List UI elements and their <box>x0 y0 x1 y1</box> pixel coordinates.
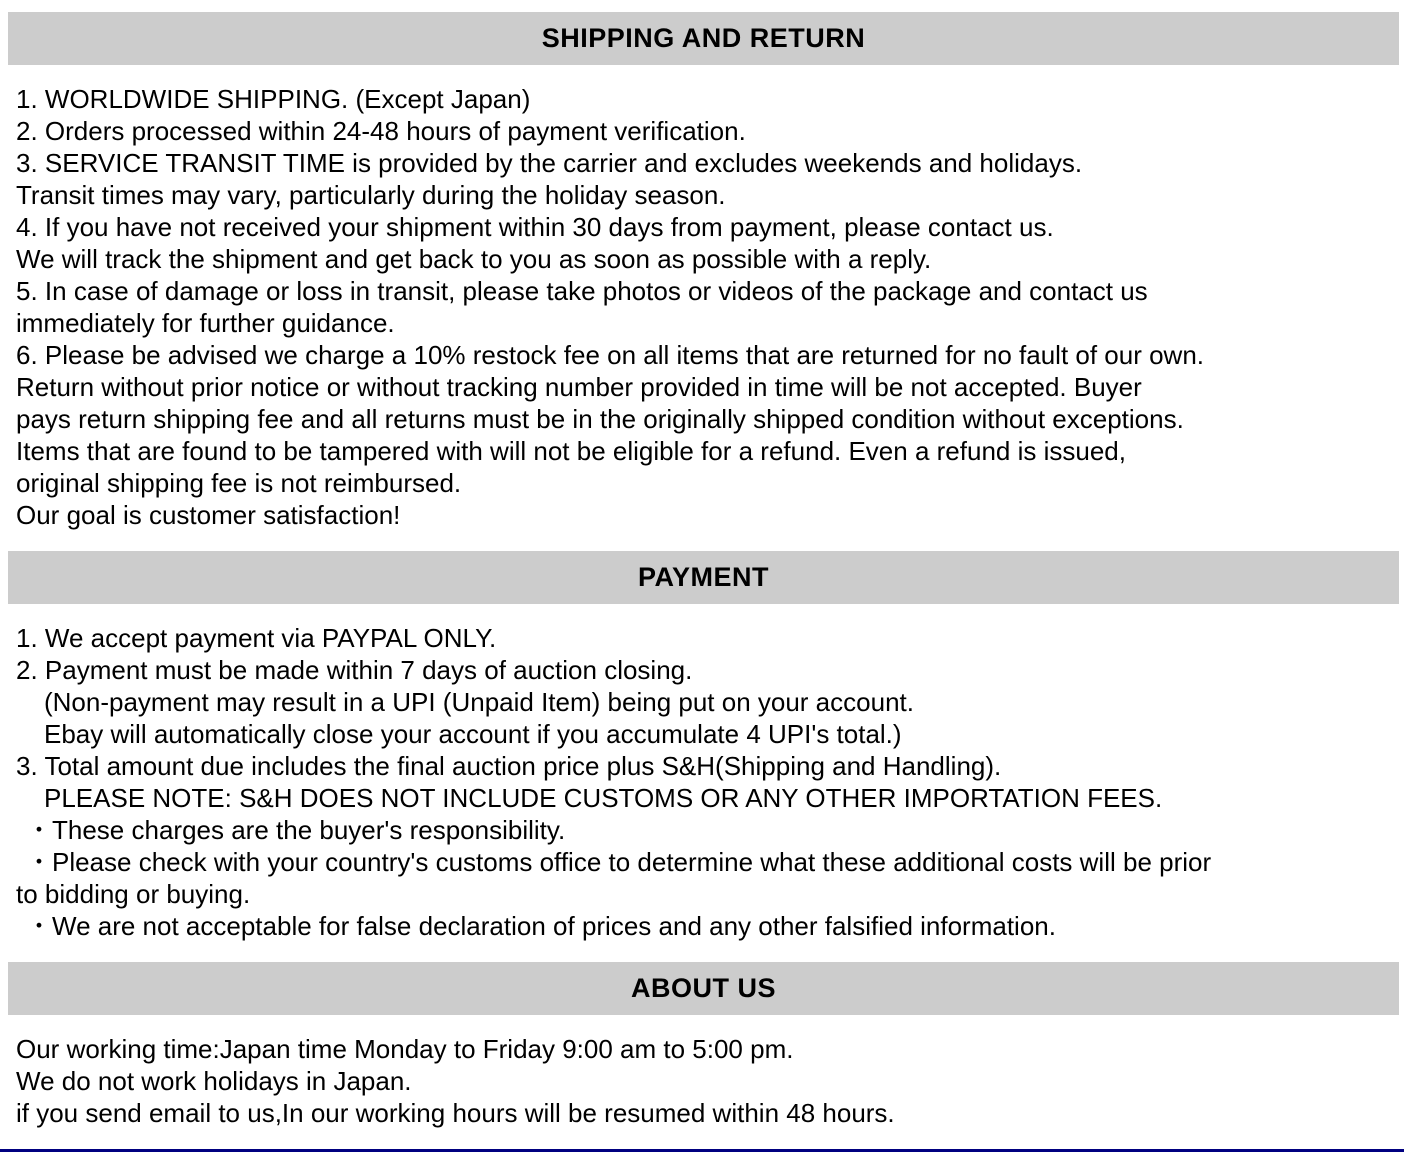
text-line: if you send email to us,In our working hours will be resumed within 48 hours. <box>16 1098 895 1128</box>
text-line: original shipping fee is not reimbursed. <box>16 468 462 498</box>
section-title-payment: PAYMENT <box>8 551 1399 604</box>
text-line: immediately for further guidance. <box>16 308 395 338</box>
text-line: to bidding or buying. <box>16 879 251 909</box>
text-line: (Non-payment may result in a UPI (Unpaid Item) being put on your account. <box>44 687 914 717</box>
text-line: Ebay will automatically close your account if you accumulate 4 UPI's total.) <box>44 719 902 749</box>
text-line: PLEASE NOTE: S&H DOES NOT INCLUDE CUSTOMS OR ANY OTHER IMPORTATION FEES. <box>44 783 1163 813</box>
text-line: 3. SERVICE TRANSIT TIME is provided by the carrier and excludes weekends and holidays. <box>16 148 1083 178</box>
section-body-payment <box>0 604 1404 962</box>
bullet-line: ・Please check with your country's customs office to determine what these additional costs will be prior <box>26 847 1212 877</box>
section-shipping-and-return <box>0 12 1404 551</box>
text-line: We do not work holidays in Japan. <box>16 1066 412 1096</box>
text-line: Transit times may vary, particularly during the holiday season. <box>16 180 726 210</box>
text-line: 6. Please be advised we charge a 10% restock fee on all items that are returned for no fault of our own. <box>16 340 1205 370</box>
section-body-shipping-and-return <box>0 65 1404 551</box>
text-line: Return without prior notice or without tracking number provided in time will be not accepted. Buyer <box>16 372 1142 402</box>
bullet-line: ・We are not acceptable for false declaration of prices and any other falsified information. <box>26 911 1056 941</box>
section-about-us <box>0 962 1404 1149</box>
text-line: 1. WORLDWIDE SHIPPING. (Except Japan) <box>16 84 531 114</box>
text-line: 1. We accept payment via PAYPAL ONLY. <box>16 623 497 653</box>
text-line: Items that are found to be tampered with will not be eligible for a refund. Even a refund is issued, <box>16 436 1126 466</box>
section-title-about-us: ABOUT US <box>8 962 1399 1015</box>
section-body-about-us <box>0 1015 1404 1149</box>
text-line: Our goal is customer satisfaction! <box>16 500 401 530</box>
text-line: 3. Total amount due includes the final auction price plus S&H(Shipping and Handling). <box>16 751 1002 781</box>
text-line: 2. Orders processed within 24-48 hours of payment verification. <box>16 116 746 146</box>
section-payment <box>0 551 1404 962</box>
bottom-divider <box>0 1149 1404 1152</box>
text-line: We will track the shipment and get back to you as soon as possible with a reply. <box>16 244 932 274</box>
text-line: 4. If you have not received your shipment within 30 days from payment, please contact us. <box>16 212 1054 242</box>
section-title-shipping-and-return: SHIPPING AND RETURN <box>8 12 1399 65</box>
text-line: 2. Payment must be made within 7 days of auction closing. <box>16 655 693 685</box>
text-line: pays return shipping fee and all returns must be in the originally shipped condition without exceptions. <box>16 404 1184 434</box>
text-line: 5. In case of damage or loss in transit, please take photos or videos of the package and contact us <box>16 276 1148 306</box>
text-line: Our working time:Japan time Monday to Friday 9:00 am to 5:00 pm. <box>16 1034 794 1064</box>
bullet-line: ・These charges are the buyer's responsibility. <box>26 815 566 845</box>
